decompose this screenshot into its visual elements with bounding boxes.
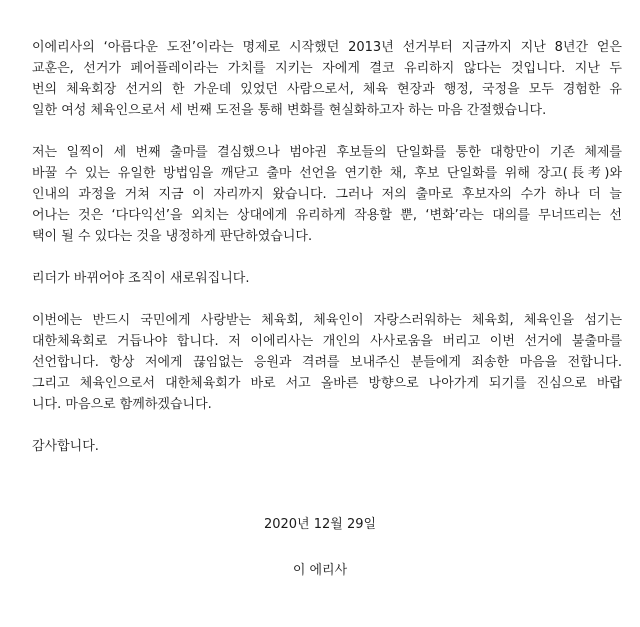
- text-line: 대한체육회로 거듭나야 합니다. 저 이에리사는 개인의 사사로움을 버리고 이번 선거에 불출마를: [32, 334, 622, 349]
- text-line: 어나는 것은 ‘다다익선’을 외치는 상대에게 유리하게 작용할 뿐, ‘변화’라는 대의를 무너뜨리는 선: [32, 208, 622, 223]
- text-line: 니다. 마음으로 함께하겠습니다.: [32, 397, 212, 412]
- text-line: 일한 여성 체육인으로서 세 번째 도전을 통해 변화를 현실화하고자 하는 마음 간절했습니다.: [32, 103, 547, 118]
- text-line: 이번에는 반드시 국민에게 사랑받는 체육회, 체육인이 자랑스러워하는 체육회, 체육인을 섬기는: [32, 313, 622, 328]
- text-line: 바꿀 수 있는 유일한 방법임을 깨닫고 출마 선언을 연기한 채, 후보 단일화를 위해 장고(長考)와: [32, 166, 622, 181]
- letter-date: 2020년 12월 29일: [263, 517, 377, 532]
- paragraph-thanks: [32, 436, 622, 457]
- text-line: 리더가 바뀌어야 조직이 새로워집니다.: [32, 271, 250, 286]
- letter-signature: 이 에리사: [292, 563, 348, 578]
- text-line: 감사합니다.: [32, 439, 99, 454]
- text-line: 저는 일찍이 세 번째 출마를 결심했으나 범야권 후보들의 단일화를 통한 대항만이 기존 체제를: [32, 145, 622, 160]
- text-line: 번의 체육회장 선거의 한 가운데 있었던 사람으로서, 체육 현장과 행정, 국정을 모두 경험한 유: [32, 82, 622, 97]
- text-line: 교훈은, 선거가 페어플레이라는 가치를 지키는 자에게 결코 유리하지 않다는 것입니다. 지난 두: [32, 61, 622, 76]
- text-line: 선언합니다. 항상 저에게 끊임없는 응원과 격려를 보내주신 분들에게 죄송한 마음을 전합니다.: [32, 355, 622, 370]
- text-line: 택이 될 수 있다는 것을 냉정하게 판단하였습니다.: [32, 229, 313, 244]
- letter-body: [32, 37, 622, 478]
- paragraph-decision: [32, 142, 622, 247]
- paragraph-intro: [32, 37, 622, 121]
- paragraph-leadership: [32, 268, 622, 289]
- text-line: 그리고 체육인으로서 대한체육회가 바로 서고 올바른 방향으로 나아가게 되기를 진심으로 바랍: [32, 376, 622, 391]
- paragraph-withdrawal: [32, 310, 622, 415]
- text-line: 인내의 과정을 거쳐 지금 이 자리까지 왔습니다. 그러나 저의 출마로 후보자의 수가 하나 더 늘: [32, 187, 622, 202]
- text-line: 이에리사의 ‘아름다운 도전’이라는 명제로 시작했던 2013년 선거부터 지금까지 지난 8년간 얻은: [32, 40, 622, 55]
